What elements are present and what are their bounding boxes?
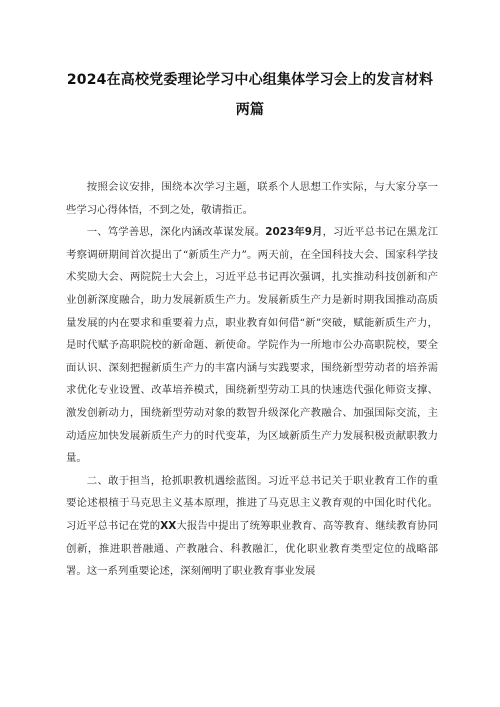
paragraph-section-1 [66,221,438,470]
paragraph-section-2 [66,470,438,583]
paragraph-section-2-congress-number: XX [160,519,177,532]
paragraph-section-2-rest: 大报告中提出了统筹职业教育、高等教育、继续教育协同创新，推进职普融通、产教融合、科教融汇，优化职业教育类型定位的战略部署。这一系列重要论述，深刻阐明了职业教育事业发展 [66,519,439,578]
paragraph-section-1-lead: 一、笃学善思，深化内涵改革谋发展。 [86,226,266,239]
paragraph-section-1-date: 2023年9月 [265,226,323,239]
paragraph-intro [66,176,438,221]
document-subtitle: 两篇 [235,102,265,118]
document-body [66,176,438,583]
paragraph-intro-text: 按照会议安排，围绕本次学习主题，联系个人思想工作实际，与大家分享一些学习心得体悟，不到之处，敬请指正。 [66,181,438,216]
paragraph-section-2-lead: 二、敢于担当，抢抓职教机遇绘蓝图。习近平总书记关于职业教育工作的重要论述根植于马克思主义基本原理，推进了马克思主义教育观的中国化时代化。习近平总书记在党的 [66,474,438,532]
document-title: 2024在高校党委理论学习中心组集体学习会上的发言材料 [66,72,434,88]
paragraph-section-1-rest: ，习近平总书记在黑龙江考察调研期间首次提出了“新质生产力”。两天前，在全国科技大会、国家科学技术奖励大会、两院院士大会上，习近平总书记再次强调，扎实推动科技创新和产业创新深度融合，助力发展新质生产力。发展新质生产力是新时期我国推动高质量发展的内在要求和重要着力点，职业教育如何借“新”突破，赋能新质生产力，是时代赋予高职院校的新命题、新使命。学院作为一所地市公办高职院校，要全面认识、深刻把握新质生产力的丰富内涵与实践要求，围绕新型劳动者的培养需求优化专业设置、改革培养模式，围绕新型劳动工具的快速迭代强化师资支撑、激发创新动力，围绕新型劳动对象的数智升级深化产教融合、加强国际交流，主动适应加快发展新质生产力的时代变革，为区域新质生产力发展积极贡献职教力量。 [66,226,439,465]
